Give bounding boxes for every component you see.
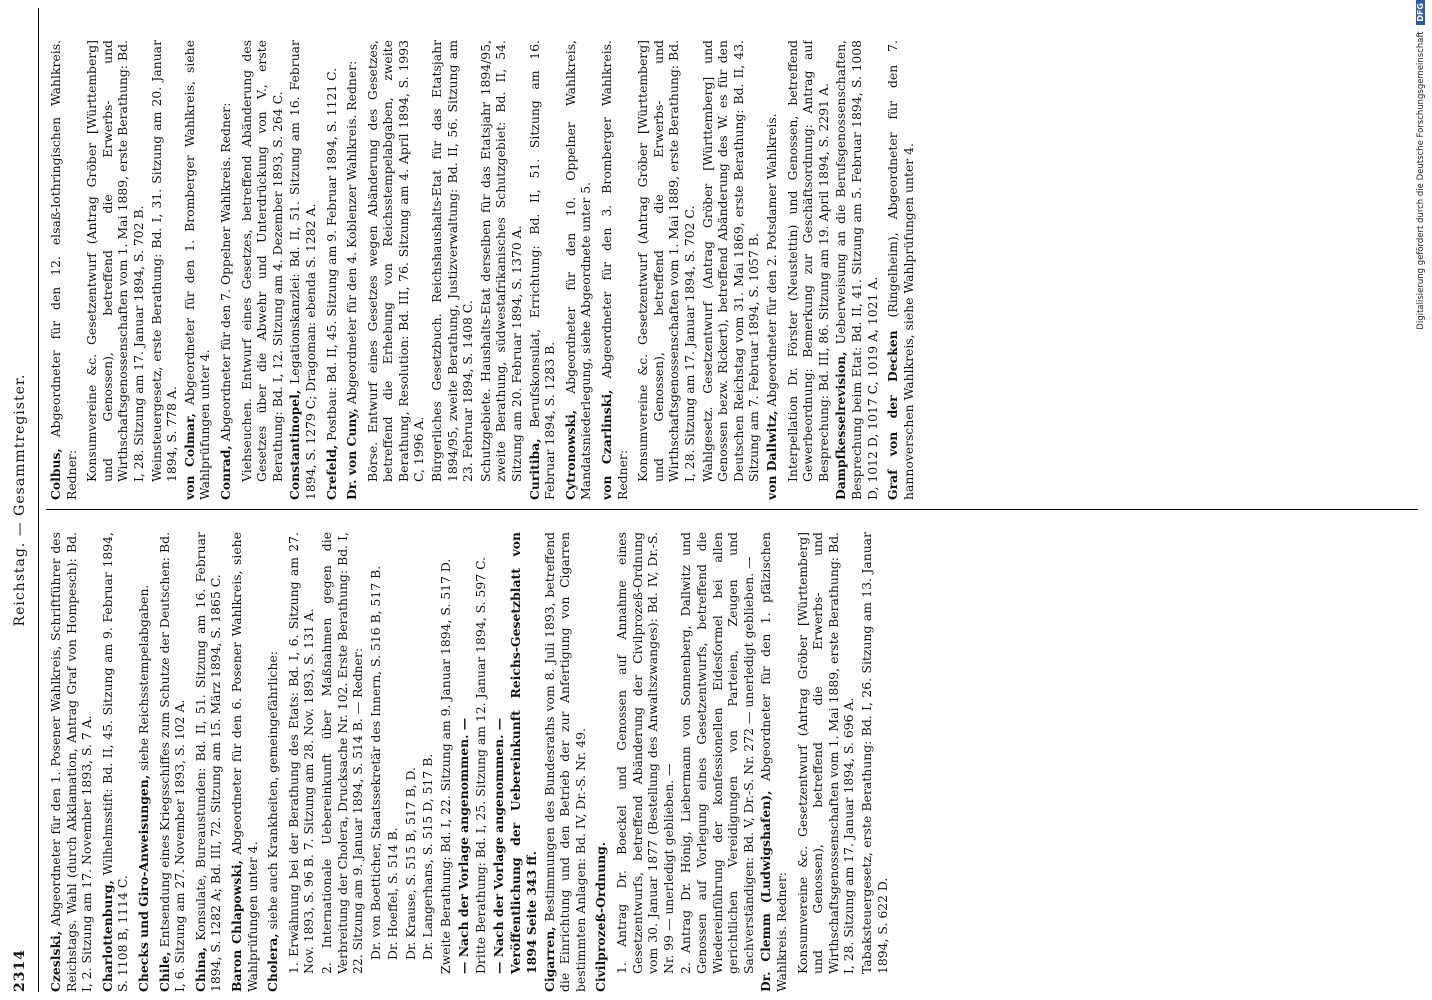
entry-lemma: Crefeld, xyxy=(323,444,339,500)
header-rule xyxy=(38,8,39,992)
register-entry xyxy=(218,40,234,500)
entry-subitem: Viehseuchen. Entwurf eines Gesetzes, betreffend Abänderung des Gesetzes über die Abwehr und Unterdrückung von V., erste Berathung: Bd. I, 12. Sitzung am 4. Dezember 1893, S. 264 C. xyxy=(238,40,285,482)
entry-text: Postbau: Bd. II, 45. Sitzung am 9. Februar 1894, S. 1121 C. xyxy=(323,67,339,441)
register-entry xyxy=(344,40,360,500)
register-entry xyxy=(157,532,188,992)
entry-text: Konsulate, Bureaustunden: Bd. II, 51. Sitzung am 16. Februar 1894, S. 1282 A; Bd. III, 72. Sitzung am 15. März 1894, S. 1865 C. xyxy=(192,532,224,992)
entry-text: Bestimmungen des Bundesraths vom 8. Juli 1893, betreffend die Einrichtung und den Betrieb der zur Anfertigung von Cigarren bestimmten Anlagen: Bd. IV, Dr.-S. Nr. 49. xyxy=(541,532,588,992)
register-entry xyxy=(542,532,589,992)
left-column xyxy=(48,532,1418,992)
entry-subitem: Dr. Langerhans, S. 515 D, 517 B. xyxy=(420,753,436,960)
entry-lemma: Conrad, xyxy=(217,445,233,500)
entry-lemma: Dampfkesselrevision, xyxy=(833,351,849,500)
entry-text: (Ringelheim), Abgeordneter für den 7. hannoverschen Wahlkreis, siehe Wahlprüfungen unter 4. xyxy=(885,40,916,500)
entry-subitem: Tabaksteuergesetz, erste Berathung: Bd. I, 26. Sitzung am 13. Januar 1894, S. 622 D. xyxy=(858,532,890,974)
entry-text: Abgeordneter für den 12. elsaß-lothringischen Wahlkreis. Redner: xyxy=(48,40,79,500)
entry-lemma: Charlottenburg, xyxy=(99,880,115,992)
register-entry xyxy=(136,532,152,992)
entry-subitem: Weinsteuergesetz, erste Berathung: Bd. I, 31. Sitzung am 20. Januar 1894, S. 778 A. xyxy=(148,40,180,482)
page-number: 2314 xyxy=(12,949,28,992)
right-column xyxy=(48,40,1418,500)
entry-subitem: 2. Antrag Dr. Hönig, Liebermann von Sonnenberg, Dallwitz und Genossen auf Vorlegung eines Gesetzentwurfs, betreffend die Wiedereinführung der konfessionellen Eidesformel bei allen gerichtlichen Vereidigungen von Parteien, Zeugen und Sachverständigen: Bd. V, Dr.-S. Nr. 272 — unerledigt geblieben. — xyxy=(678,532,756,974)
register-entry xyxy=(563,40,594,500)
entry-lemma: Constantinopel, xyxy=(287,389,303,500)
entry-subitem: 1. Erwähnung bei der Berathung des Etats: Bd. I, 6. Sitzung am 27. Nov. 1893, S. 96 B. 7. Sitzung am 28. Nov. 1893, S. 131 A. xyxy=(285,532,317,974)
register-entry xyxy=(229,532,260,992)
entry-lemma: Graf von der Decken xyxy=(885,330,901,500)
entry-subitem: Wahlgesetz. Gesetzentwurf (Antrag Gröber [Württemberg] und Genossen bezw. Rickert), betreffend Abänderung des W. es für den Deutschen Reichstag vom 31. Mai 1869, erste Berathung: Bd. II, 43. Sitzung am 7. Februar 1894, S. 1057 B. xyxy=(699,40,762,482)
entry-subitem: Konsumvereine &c. Gesetzentwurf (Antrag Gröber [Württemberg] und Genossen), betreffend die Erwerbs- und Wirthschaftsgenossenschaften vom 1. Mai 1889, erste Berathung: Bd. I, 28. Sitzung am 17. Januar 1894, S. 702 C. xyxy=(635,40,697,482)
entry-subitem: Konsumvereine &c. Gesetzentwurf (Antrag Gröber [Württemberg] und Genossen), betreffend die Erwerbs- und Wirthschaftsgenossenschaften vom 1. Mai 1889, erste Berathung: Bd. I, 28. Sitzung am 17. Januar 1894, S. 696 A. xyxy=(794,532,857,974)
register-entry xyxy=(833,40,880,500)
entry-lemma: Dr. von Cuny, xyxy=(344,408,360,500)
entry-text: Wilhelmsstift: Bd. II, 45. Sitzung am 9. Februar 1894, S. 1108 B, 1114 C. xyxy=(99,532,131,992)
entry-text: Legationskanzlei: Bd. II, 51. Sitzung am 16. Februar 1894, S. 1279 C; Dragoman: ebenda S. 1282 A. xyxy=(287,40,318,500)
entry-subitem: Interpellation Dr. Förster (Neustettin) und Genossen, betreffend Gewerbeordnung: Bemerkung zur Geschäftsordnung: Antrag auf Besprechung: Bd. III, 86. Sitzung am 19. April 1894, S. 2291 A. xyxy=(784,40,831,482)
entry-text: Abgeordneter für den 7. Oppelner Wahlkreis. Redner: xyxy=(217,102,233,442)
running-header xyxy=(12,0,36,1000)
running-title: Reichstag. — Gesammtregister. xyxy=(12,373,28,627)
entry-text: Abgeordneter für den 1. Posener Wahlkreis, Schriftführer des Reichstags. Wahl (durch Akklamation, Antrag Graf von Hompesch): Bd. I, 2. Sitzung am 17. November 1893, S. 7 A. xyxy=(48,532,95,992)
entry-text: Abgeordneter für den 3. Bromberger Wahlkreis. Redner: xyxy=(599,40,630,500)
entry-text: Abgeordneter für den 1. pfälzischen Wahlkreis. Redner: xyxy=(758,532,789,992)
entry-subitem: Veröffentlichung der Uebereinkunft Reichs-Gesetzblatt von 1894 Seite 343 ff. xyxy=(508,532,540,974)
entry-subitem: 2. Internationale Uebereinkunft über Maßnahmen gegen die Verbreitung der Cholera, Drucksache Nr. 102. Erste Berathung: Bd. I, 22. Sitzung am 9. Januar 1894, S. 514 B. — Redner: xyxy=(318,532,366,974)
entry-subitem: Zweite Berathung: Bd. I, 22. Sitzung am 9. Januar 1894, S. 517 D. xyxy=(438,558,454,974)
entry-lemma: von Dallwitz, xyxy=(763,410,779,500)
entry-lemma: Cigarren, xyxy=(541,926,557,992)
register-entry xyxy=(265,532,281,992)
register-entry xyxy=(764,40,780,500)
entry-text: Abgeordneter für den 2. Potsdamer Wahlkreis. xyxy=(763,113,779,407)
entry-subitem: — Nach der Vorlage angenommen. — xyxy=(490,717,506,974)
entry-subitem: Schutzgebiete. Haushalts-Etat derselben für das Etatsjahr 1894/95, zweite Berathung, südwestafrikanisches Schutzgebiet: Bd. II, 54. Sitzung am 20. Februar 1894, S. 1370 A. xyxy=(477,40,525,482)
register-entry xyxy=(182,40,213,500)
entry-subitem: Konsumvereine &c. Gesetzentwurf (Antrag Gröber [Württemberg] und Genossen), betreffend die Erwerbs- und Wirthschaftsgenossenschaften vom 1. Mai 1889, erste Berathung: Bd. I, 28. Sitzung am 17. Januar 1894, S. 702 B. xyxy=(84,40,146,482)
entry-lemma: Checks und Giro-Anweisungen, xyxy=(135,774,151,992)
register-entry xyxy=(758,532,789,992)
register-entry xyxy=(527,40,558,500)
entry-lemma: von Czarlinski, xyxy=(599,389,614,500)
entry-subitem: Dritte Berathung: Bd. I, 25. Sitzung am 12. Januar 1894, S. 597 C. xyxy=(473,556,489,974)
entry-text: Berufskonsulat, Errichtung: Bd. II, 51. Sitzung am 16. Februar 1894, S. 1283 B. xyxy=(526,40,558,500)
entry-lemma: Cytronowski, xyxy=(562,409,578,500)
entry-subitem: Dr. Krause, S. 515 B, 517 B, D. xyxy=(402,767,418,960)
entry-text: siehe auch Krankheiten, gemeingefährliche: xyxy=(265,651,281,930)
register-entry xyxy=(885,40,916,500)
entry-lemma: von Colmar, xyxy=(181,413,197,500)
register-entry xyxy=(599,40,630,500)
entry-subitem: Bürgerliches Gesetzbuch. Reichshaushalts-Etat für das Etatsjahr 1894/95, zweite Berathung, Justizverwaltung: Bd. II, 56. Sitzung am 23. Februar 1894, S. 1408 C. xyxy=(429,40,476,482)
entry-subitem: — Nach der Vorlage angenommen. — xyxy=(455,717,471,974)
entry-subitem: Dr. von Boetticher, Staatssekretär des Innern, S. 516 B, 517 B. xyxy=(367,565,383,960)
register-entry xyxy=(100,532,131,992)
entry-text: siehe Reichsstempelabgaben. xyxy=(135,584,151,771)
entry-subitem: Dr. Hoeffel, S. 514 B. xyxy=(385,827,401,960)
entry-subitem: 1. Antrag Dr. Boeckel und Genossen auf Annahme eines Gesetzentwurfs, betreffend Abänderung der Civilprozeß-Ordnung vom 30. Januar 1877 (Bestellung des Anwaltszwanges): Bd. IV, Dr.-S. Nr. 99 — unerledigt geblieben. — xyxy=(614,532,676,974)
entry-lemma: China, xyxy=(192,947,208,992)
entry-lemma: Curitiba, xyxy=(526,438,542,500)
entry-text: Abgeordneter für den 4. Koblenzer Wahlkreis. Redner: xyxy=(344,60,360,405)
register-entry xyxy=(48,532,95,992)
entry-text: Abgeordneter für den 1. Bromberger Wahlkreis, siehe Wahlprüfungen unter 4. xyxy=(181,40,213,500)
entry-text: Abgeordneter für den 10. Oppelner Wahlkreis, Mandatsniederlegung, siehe Abgeordnete unter 5. xyxy=(562,40,594,500)
entry-lemma: Baron Chlapowski, xyxy=(228,860,244,992)
entry-lemma: Czeslski, xyxy=(48,930,63,992)
dfg-logo: DFG xyxy=(1416,0,1425,25)
entry-text: Entsendung eines Kriegsschiffes zum Schutze der Deutschen: Bd. I, 6. Sitzung am 27. November 1893, S. 102 A. xyxy=(156,532,188,992)
entry-lemma: Civilprozeß-Ordnung. xyxy=(593,841,609,992)
entry-text: Ueberweisung an die Berufsgenossenschaften, Besprechung beim Etat: Bd. II, 41. Sitzung am 5. Februar 1894, S. 1008 D, 1012 D, 1017 C, 1019 A, 1021 A. xyxy=(833,40,880,500)
register-entry xyxy=(287,40,318,500)
dfg-credit-text: Digitalisierung gefördert durch die Deutsche Forschungsgemeinschaft xyxy=(1416,31,1426,330)
entry-lemma: Dr. Clemm (Ludwigshafen), xyxy=(758,790,774,992)
register-entry xyxy=(324,40,340,500)
entry-text: Abgeordneter für den 6. Posener Wahlkreis, siehe Wahlprüfungen unter 4. xyxy=(228,532,260,992)
dfg-credit xyxy=(1416,0,1430,1000)
register-entry xyxy=(593,532,609,992)
column-divider xyxy=(46,509,1418,510)
entry-lemma: Colbus, xyxy=(48,448,63,500)
register-entry xyxy=(193,532,224,992)
entry-lemma: Chile, xyxy=(156,951,172,992)
entry-lemma: Cholera, xyxy=(265,933,281,992)
entry-subitem: Börse. Entwurf eines Gesetzes wegen Abänderung des Gesetzes, betreffend die Erhebung von Reichsstempelabgaben, zweite Berathung, Resolution: Bd. III, 76. Sitzung am 4. April 1894, S. 1993 C, 1996 A. xyxy=(364,40,427,482)
register-entry xyxy=(48,40,79,500)
